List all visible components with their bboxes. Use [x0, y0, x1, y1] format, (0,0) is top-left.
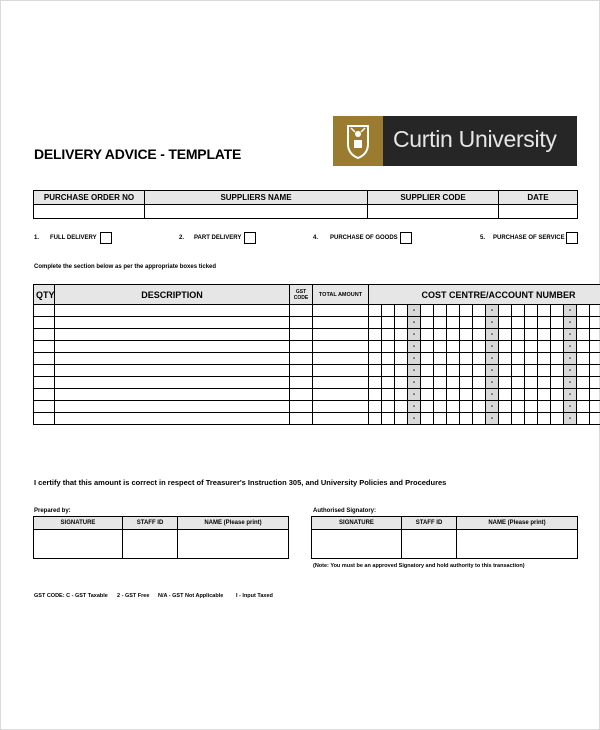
cost-centre-digit-cell[interactable] — [499, 401, 512, 413]
table-row — [34, 305, 600, 317]
cost-centre-separator: - — [564, 353, 577, 365]
cost-centre-separator: - — [408, 365, 421, 377]
col-purchase-order-no: PURCHASE ORDER NO — [34, 191, 145, 205]
cost-centre-digit-cell[interactable] — [460, 305, 473, 317]
cost-centre-digit-cell[interactable] — [434, 365, 447, 377]
cost-centre-digit-cell[interactable] — [434, 341, 447, 353]
description-cell[interactable] — [55, 353, 290, 365]
cost-centre-digit-cell[interactable] — [590, 365, 600, 377]
cost-centre-separator: - — [486, 329, 499, 341]
cost-centre-digit-cell[interactable] — [590, 305, 600, 317]
cost-centre-digit-cell[interactable] — [512, 401, 525, 413]
cost-centre-digit-cell[interactable] — [590, 353, 600, 365]
table-row — [34, 365, 600, 377]
cost-centre-separator: - — [564, 401, 577, 413]
cost-centre-digit-cell[interactable] — [577, 377, 590, 389]
cost-centre-digit-cell[interactable] — [551, 341, 564, 353]
cost-centre-digit-cell[interactable] — [369, 329, 382, 341]
cost-centre-digit-cell[interactable] — [538, 353, 551, 365]
cost-centre-digit-cell[interactable] — [434, 329, 447, 341]
cost-centre-digit-cell[interactable] — [538, 305, 551, 317]
qty-cell[interactable] — [34, 401, 55, 413]
cost-centre-digit-cell[interactable] — [577, 341, 590, 353]
col-gst-code: GST CODE — [290, 285, 313, 305]
cost-centre-digit-cell[interactable] — [525, 401, 538, 413]
qty-cell[interactable] — [34, 365, 55, 377]
date-field[interactable] — [499, 205, 578, 219]
cost-centre-separator: - — [564, 389, 577, 401]
prepared-signature-field[interactable] — [34, 530, 123, 559]
cost-centre-digit-cell[interactable] — [551, 329, 564, 341]
gst-code-i: I - Input Taxed — [236, 593, 273, 599]
table-row — [34, 341, 600, 353]
total-amount-cell[interactable] — [313, 317, 369, 329]
cost-centre-digit-cell[interactable] — [434, 305, 447, 317]
cost-centre-digit-cell[interactable] — [590, 413, 600, 425]
cost-centre-digit-cell[interactable] — [525, 365, 538, 377]
total-amount-cell[interactable] — [313, 413, 369, 425]
check-num-1: 1. — [34, 235, 40, 241]
logo-text: Curtin University — [393, 126, 557, 152]
cost-centre-digit-cell[interactable] — [460, 389, 473, 401]
cost-centre-separator: - — [564, 317, 577, 329]
cost-centre-digit-cell[interactable] — [421, 389, 434, 401]
description-cell[interactable] — [55, 305, 290, 317]
prepared-col-staff-id: STAFF ID — [123, 517, 178, 530]
cost-centre-digit-cell[interactable] — [577, 329, 590, 341]
cost-centre-digit-cell[interactable] — [382, 317, 395, 329]
cost-centre-digit-cell[interactable] — [395, 341, 408, 353]
cost-centre-digit-cell[interactable] — [525, 329, 538, 341]
total-amount-cell[interactable] — [313, 353, 369, 365]
cost-centre-digit-cell[interactable] — [525, 377, 538, 389]
authorised-col-name: NAME (Please print) — [457, 517, 578, 530]
authorised-signatory-label: Authorised Signatory: — [313, 508, 377, 514]
cost-centre-digit-cell[interactable] — [499, 341, 512, 353]
qty-cell[interactable] — [34, 317, 55, 329]
cost-centre-digit-cell[interactable] — [590, 317, 600, 329]
cost-centre-separator: - — [408, 389, 421, 401]
prepared-col-signature: SIGNATURE — [34, 517, 123, 530]
cost-centre-digit-cell[interactable] — [551, 389, 564, 401]
cost-centre-digit-cell[interactable] — [382, 389, 395, 401]
instruction-text: Complete the section below as per the appropriate boxes ticked — [34, 264, 217, 270]
cost-centre-digit-cell[interactable] — [382, 305, 395, 317]
authorised-table — [311, 516, 578, 559]
cost-centre-digit-cell[interactable] — [434, 317, 447, 329]
cost-centre-digit-cell[interactable] — [590, 329, 600, 341]
cost-centre-digit-cell[interactable] — [525, 317, 538, 329]
gst-code-cell[interactable] — [290, 365, 313, 377]
total-amount-cell[interactable] — [313, 329, 369, 341]
cost-centre-digit-cell[interactable] — [421, 305, 434, 317]
cost-centre-digit-cell[interactable] — [512, 365, 525, 377]
cost-centre-digit-cell[interactable] — [369, 341, 382, 353]
cost-centre-separator: - — [486, 317, 499, 329]
cost-centre-digit-cell[interactable] — [434, 353, 447, 365]
cost-centre-separator: - — [408, 317, 421, 329]
check-num-2: 2. — [179, 235, 185, 241]
cost-centre-digit-cell[interactable] — [395, 329, 408, 341]
cost-centre-digit-cell[interactable] — [499, 305, 512, 317]
cost-centre-digit-cell[interactable] — [460, 329, 473, 341]
total-amount-cell[interactable] — [313, 401, 369, 413]
cost-centre-digit-cell[interactable] — [382, 365, 395, 377]
cost-centre-digit-cell[interactable] — [551, 365, 564, 377]
cost-centre-separator: - — [408, 413, 421, 425]
cost-centre-digit-cell[interactable] — [447, 377, 460, 389]
full-delivery-checkbox[interactable] — [100, 232, 112, 244]
cost-centre-separator: - — [564, 329, 577, 341]
col-date: DATE — [499, 191, 578, 205]
cost-centre-separator: - — [408, 353, 421, 365]
cost-centre-digit-cell[interactable] — [538, 389, 551, 401]
cost-centre-digit-cell[interactable] — [421, 377, 434, 389]
cost-centre-separator: - — [564, 305, 577, 317]
cost-centre-digit-cell[interactable] — [525, 413, 538, 425]
qty-cell[interactable] — [34, 413, 55, 425]
cost-centre-digit-cell[interactable] — [512, 353, 525, 365]
cost-centre-digit-cell[interactable] — [447, 341, 460, 353]
check-num-5: 5. — [480, 235, 486, 241]
cost-centre-digit-cell[interactable] — [499, 389, 512, 401]
cost-centre-digit-cell[interactable] — [369, 413, 382, 425]
authorised-signature-field[interactable] — [312, 530, 402, 559]
cost-centre-digit-cell[interactable] — [551, 377, 564, 389]
gst-code-c: GST CODE: C - GST Taxable — [34, 593, 108, 599]
gst-code-cell[interactable] — [290, 305, 313, 317]
crest-icon — [333, 116, 383, 166]
check-num-4: 4. — [313, 235, 319, 241]
description-cell[interactable] — [55, 389, 290, 401]
cost-centre-digit-cell[interactable] — [590, 377, 600, 389]
cost-centre-separator: - — [564, 377, 577, 389]
cost-centre-digit-cell[interactable] — [473, 317, 486, 329]
col-supplier-code: SUPPLIER CODE — [368, 191, 499, 205]
cost-centre-digit-cell[interactable] — [369, 365, 382, 377]
cost-centre-digit-cell[interactable] — [447, 365, 460, 377]
cost-centre-digit-cell[interactable] — [447, 401, 460, 413]
part-delivery-checkbox[interactable] — [244, 232, 256, 244]
cost-centre-digit-cell[interactable] — [369, 353, 382, 365]
purchase-of-goods-checkbox[interactable] — [400, 232, 412, 244]
cost-centre-digit-cell[interactable] — [395, 305, 408, 317]
cost-centre-digit-cell[interactable] — [395, 389, 408, 401]
cost-centre-separator: - — [408, 401, 421, 413]
gst-code-cell[interactable] — [290, 389, 313, 401]
table-row — [34, 353, 600, 365]
total-amount-cell[interactable] — [313, 365, 369, 377]
cost-centre-digit-cell[interactable] — [460, 377, 473, 389]
description-cell[interactable] — [55, 401, 290, 413]
certification-text: I certify that this amount is correct in respect of Treasurer's Instruction 305, and University Policies and Procedures — [34, 478, 447, 487]
qty-cell[interactable] — [34, 389, 55, 401]
cost-centre-digit-cell[interactable] — [538, 377, 551, 389]
cost-centre-separator: - — [408, 305, 421, 317]
cost-centre-digit-cell[interactable] — [460, 341, 473, 353]
description-cell[interactable] — [55, 341, 290, 353]
cost-centre-digit-cell[interactable] — [473, 401, 486, 413]
cost-centre-digit-cell[interactable] — [577, 389, 590, 401]
cost-centre-digit-cell[interactable] — [512, 341, 525, 353]
cost-centre-digit-cell[interactable] — [421, 413, 434, 425]
gst-code-cell[interactable] — [290, 401, 313, 413]
purchase-order-no-field[interactable] — [34, 205, 145, 219]
cost-centre-digit-cell[interactable] — [434, 389, 447, 401]
cost-centre-digit-cell[interactable] — [473, 329, 486, 341]
qty-cell[interactable] — [34, 341, 55, 353]
cost-centre-digit-cell[interactable] — [395, 317, 408, 329]
gst-code-cell[interactable] — [290, 341, 313, 353]
cost-centre-digit-cell[interactable] — [525, 305, 538, 317]
cost-centre-digit-cell[interactable] — [577, 365, 590, 377]
cost-centre-digit-cell[interactable] — [460, 413, 473, 425]
description-cell[interactable] — [55, 329, 290, 341]
description-cell[interactable] — [55, 317, 290, 329]
cost-centre-digit-cell[interactable] — [434, 413, 447, 425]
cost-centre-digit-cell[interactable] — [473, 365, 486, 377]
purchase-of-goods-label: PURCHASE OF GOODS — [330, 235, 398, 241]
cost-centre-digit-cell[interactable] — [577, 305, 590, 317]
cost-centre-separator: - — [564, 413, 577, 425]
cost-centre-digit-cell[interactable] — [460, 317, 473, 329]
part-delivery-label: PART DELIVERY — [194, 235, 242, 241]
purchase-of-service-label: PURCHASE OF SERVICE — [493, 235, 565, 241]
cost-centre-digit-cell[interactable] — [395, 377, 408, 389]
cost-centre-digit-cell[interactable] — [382, 329, 395, 341]
cost-centre-digit-cell[interactable] — [499, 353, 512, 365]
cost-centre-digit-cell[interactable] — [382, 377, 395, 389]
supplier-code-field[interactable] — [368, 205, 499, 219]
cost-centre-digit-cell[interactable] — [499, 377, 512, 389]
prepared-by-table — [33, 516, 289, 559]
cost-centre-digit-cell[interactable] — [369, 389, 382, 401]
cost-centre-digit-cell[interactable] — [421, 365, 434, 377]
cost-centre-digit-cell[interactable] — [590, 341, 600, 353]
cost-centre-digit-cell[interactable] — [512, 377, 525, 389]
col-suppliers-name: SUPPLIERS NAME — [145, 191, 368, 205]
cost-centre-digit-cell[interactable] — [499, 329, 512, 341]
cost-centre-digit-cell[interactable] — [512, 413, 525, 425]
cost-centre-digit-cell[interactable] — [421, 317, 434, 329]
cost-centre-digit-cell[interactable] — [551, 317, 564, 329]
table-row — [34, 377, 600, 389]
col-cost-centre: COST CENTRE/ACCOUNT NUMBER — [369, 285, 600, 305]
gst-code-na: N/A - GST Not Applicable — [158, 593, 224, 599]
cost-centre-digit-cell[interactable] — [395, 413, 408, 425]
authorised-col-staff-id: STAFF ID — [402, 517, 457, 530]
cost-centre-digit-cell[interactable] — [382, 341, 395, 353]
cost-centre-digit-cell[interactable] — [421, 329, 434, 341]
cost-centre-digit-cell[interactable] — [447, 329, 460, 341]
cost-centre-digit-cell[interactable] — [512, 389, 525, 401]
total-amount-cell[interactable] — [313, 305, 369, 317]
cost-centre-digit-cell[interactable] — [577, 353, 590, 365]
cost-centre-separator: - — [486, 365, 499, 377]
authorised-note: (Note: You must be an approved Signatory and hold authority to this transaction) — [313, 563, 525, 569]
cost-centre-digit-cell[interactable] — [538, 413, 551, 425]
cost-centre-digit-cell[interactable] — [421, 341, 434, 353]
description-cell[interactable] — [55, 365, 290, 377]
cost-centre-digit-cell[interactable] — [473, 413, 486, 425]
cost-centre-separator: - — [486, 305, 499, 317]
cost-centre-digit-cell[interactable] — [473, 377, 486, 389]
authorised-col-signature: SIGNATURE — [312, 517, 402, 530]
table-row — [34, 389, 600, 401]
cost-centre-digit-cell[interactable] — [382, 401, 395, 413]
cost-centre-digit-cell[interactable] — [473, 305, 486, 317]
prepared-name-field[interactable] — [178, 530, 289, 559]
cost-centre-separator: - — [486, 389, 499, 401]
cost-centre-digit-cell[interactable] — [525, 353, 538, 365]
page-title: DELIVERY ADVICE - TEMPLATE — [34, 146, 242, 162]
cost-centre-digit-cell[interactable] — [512, 305, 525, 317]
cost-centre-digit-cell[interactable] — [447, 353, 460, 365]
cost-centre-digit-cell[interactable] — [369, 305, 382, 317]
cost-centre-digit-cell[interactable] — [473, 341, 486, 353]
qty-cell[interactable] — [34, 377, 55, 389]
cost-centre-digit-cell[interactable] — [538, 317, 551, 329]
cost-centre-digit-cell[interactable] — [512, 317, 525, 329]
order-table — [33, 190, 578, 219]
gst-code-2: 2 - GST Free — [117, 593, 150, 599]
cost-centre-digit-cell[interactable] — [512, 329, 525, 341]
cost-centre-separator: - — [408, 377, 421, 389]
qty-cell[interactable] — [34, 329, 55, 341]
table-row — [34, 329, 600, 341]
cost-centre-digit-cell[interactable] — [421, 401, 434, 413]
cost-centre-digit-cell[interactable] — [577, 401, 590, 413]
cost-centre-digit-cell[interactable] — [460, 401, 473, 413]
description-cell[interactable] — [55, 413, 290, 425]
qty-cell[interactable] — [34, 305, 55, 317]
purchase-of-service-checkbox[interactable] — [566, 232, 578, 244]
gst-code-cell[interactable] — [290, 413, 313, 425]
cost-centre-digit-cell[interactable] — [551, 353, 564, 365]
university-logo — [333, 116, 577, 166]
items-table — [33, 284, 600, 425]
cost-centre-digit-cell[interactable] — [499, 413, 512, 425]
cost-centre-digit-cell[interactable] — [369, 401, 382, 413]
cost-centre-separator: - — [408, 329, 421, 341]
cost-centre-digit-cell[interactable] — [382, 353, 395, 365]
cost-centre-digit-cell[interactable] — [538, 365, 551, 377]
prepared-col-name: NAME (Please print) — [178, 517, 289, 530]
prepared-staff-id-field[interactable] — [123, 530, 178, 559]
cost-centre-separator: - — [486, 413, 499, 425]
cost-centre-separator: - — [486, 401, 499, 413]
cost-centre-digit-cell[interactable] — [499, 365, 512, 377]
gst-code-cell[interactable] — [290, 353, 313, 365]
cost-centre-digit-cell[interactable] — [538, 341, 551, 353]
full-delivery-label: FULL DELIVERY — [50, 235, 97, 241]
cost-centre-separator: - — [564, 365, 577, 377]
cost-centre-digit-cell[interactable] — [395, 365, 408, 377]
cost-centre-digit-cell[interactable] — [369, 377, 382, 389]
cost-centre-digit-cell[interactable] — [538, 329, 551, 341]
cost-centre-digit-cell[interactable] — [551, 305, 564, 317]
total-amount-cell[interactable] — [313, 341, 369, 353]
cost-centre-separator: - — [486, 377, 499, 389]
cost-centre-digit-cell[interactable] — [577, 413, 590, 425]
cost-centre-digit-cell[interactable] — [460, 353, 473, 365]
cost-centre-digit-cell[interactable] — [473, 389, 486, 401]
cost-centre-digit-cell[interactable] — [434, 377, 447, 389]
cost-centre-digit-cell[interactable] — [434, 401, 447, 413]
cost-centre-digit-cell[interactable] — [577, 317, 590, 329]
cost-centre-digit-cell[interactable] — [590, 389, 600, 401]
total-amount-cell[interactable] — [313, 377, 369, 389]
cost-centre-digit-cell[interactable] — [551, 413, 564, 425]
cost-centre-digit-cell[interactable] — [447, 317, 460, 329]
total-amount-cell[interactable] — [313, 389, 369, 401]
col-qty: QTY — [34, 285, 55, 305]
cost-centre-digit-cell[interactable] — [590, 401, 600, 413]
cost-centre-digit-cell[interactable] — [525, 341, 538, 353]
cost-centre-digit-cell[interactable] — [538, 401, 551, 413]
cost-centre-digit-cell[interactable] — [473, 353, 486, 365]
col-description: DESCRIPTION — [55, 285, 290, 305]
qty-cell[interactable] — [34, 353, 55, 365]
table-row — [34, 413, 600, 425]
table-row — [34, 401, 600, 413]
cost-centre-digit-cell[interactable] — [421, 353, 434, 365]
cost-centre-digit-cell[interactable] — [369, 317, 382, 329]
cost-centre-digit-cell[interactable] — [382, 413, 395, 425]
cost-centre-digit-cell[interactable] — [447, 389, 460, 401]
cost-centre-digit-cell[interactable] — [395, 353, 408, 365]
gst-code-cell[interactable] — [290, 329, 313, 341]
cost-centre-separator: - — [564, 341, 577, 353]
authorised-staff-id-field[interactable] — [402, 530, 457, 559]
suppliers-name-field[interactable] — [145, 205, 368, 219]
prepared-by-label: Prepared by: — [34, 508, 71, 514]
table-row — [34, 317, 600, 329]
cost-centre-digit-cell[interactable] — [499, 317, 512, 329]
cost-centre-separator: - — [486, 341, 499, 353]
cost-centre-digit-cell[interactable] — [447, 413, 460, 425]
cost-centre-separator: - — [408, 341, 421, 353]
authorised-name-field[interactable] — [457, 530, 578, 559]
col-total-amount: TOTAL AMOUNT — [313, 285, 369, 305]
cost-centre-separator: - — [486, 353, 499, 365]
description-cell[interactable] — [55, 377, 290, 389]
gst-code-cell[interactable] — [290, 377, 313, 389]
cost-centre-digit-cell[interactable] — [447, 305, 460, 317]
cost-centre-digit-cell[interactable] — [525, 389, 538, 401]
cost-centre-digit-cell[interactable] — [460, 365, 473, 377]
cost-centre-digit-cell[interactable] — [395, 401, 408, 413]
cost-centre-digit-cell[interactable] — [551, 401, 564, 413]
gst-code-cell[interactable] — [290, 317, 313, 329]
